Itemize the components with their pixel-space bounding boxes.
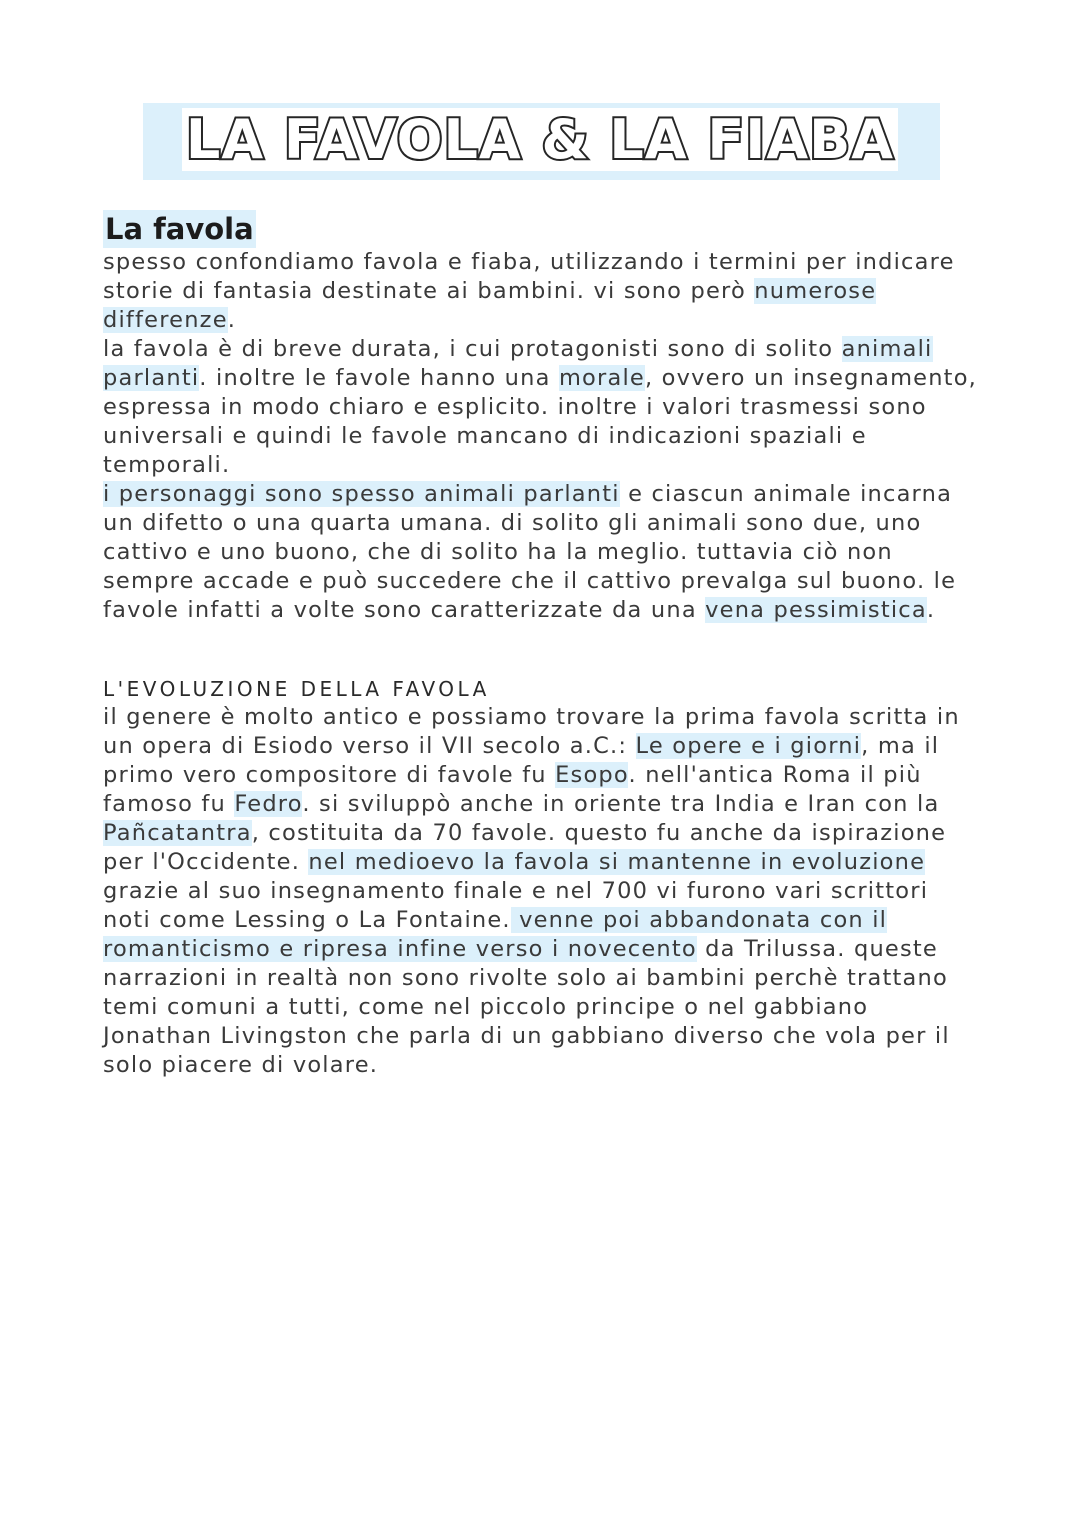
highlight-romanticismo: venne poi abbandonata con il romanticismo e ripresa infine verso i novecento [103, 907, 888, 962]
highlight-esopo: Esopo [555, 762, 629, 788]
paragraph-evolution: il genere è molto antico e possiamo trovare la prima favola scritta in un opera di Esiodo verso il VII secolo a.C.: Le opere e i giorni, ma il primo vero compositore di favole fu Esopo. nell'antica Roma il più famoso fu Fedro. si sviluppò anche in oriente tra India e Iran con la Pañcatantra, costituita da 70 favole. questo fu anche da ispirazione per l'Occidente. nel medioevo la favola si mantenne in evoluzione grazie al suo insegnamento finale e nel 700 vi furono vari scrittori noti come Lessing o La Fontaine. venne poi abbandonata con il romanticismo e ripresa infine verso i novecento da Trilussa. queste narrazioni in realtà non sono rivolte solo ai bambini perchè trattano temi comuni a tutti, come nel piccolo principe o nel gabbiano Jonathan Livingston che parla di un gabbiano diverso che vola per il solo piacere di volare. [103, 704, 960, 1078]
highlight-morale: morale [558, 365, 645, 391]
section-heading-favola: La favola [105, 212, 254, 246]
paragraph-intro: spesso confondiamo favola e fiaba, utilizzando i termini per indicare storie di fantasia destinate ai bambini. vi sono però numerose differenze. [103, 249, 955, 333]
highlight-medioevo: nel medioevo la favola si mantenne in evoluzione [308, 849, 926, 875]
highlight-fedro: Fedro [234, 791, 303, 817]
page-title-text: LA FAVOLA & LA FIABA [182, 108, 898, 171]
page-title [0, 100, 1080, 180]
highlight-vena-pessimistica: vena pessimistica [705, 597, 927, 623]
highlight-personaggi: i personaggi sono spesso animali parlanti [103, 481, 620, 507]
paragraph-characters: i personaggi sono spesso animali parlanti e ciascun animale incarna un difetto o una quarta umana. di solito gli animali sono due, uno cattivo e uno buono, che di solito ha la meglio. tuttavia ciò non sempre accade e può succedere che il cattivo prevalga sul buono. le favole infatti a volte sono caratterizzate da una vena pessimistica. [103, 481, 957, 623]
highlight-animali-parlanti: animali parlanti [103, 336, 933, 391]
document-body [103, 210, 983, 1080]
highlight-numerose-differenze: numerose differenze [103, 278, 877, 333]
highlight-opere-giorni: Le opere e i giorni [635, 733, 862, 759]
section-heading-evoluzione: L'EVOLUZIONE DELLA FAVOLA [103, 677, 490, 701]
paragraph-characteristics: la favola è di breve durata, i cui protagonisti sono di solito animali parlanti. inoltre le favole hanno una morale, ovvero un insegnamento, espressa in modo chiaro e esplicito. inoltre i valori trasmessi sono universali e quindi le favole mancano di indicazioni spaziali e temporali. [103, 336, 978, 478]
highlight-pancatantra: Pañcatantra [103, 820, 252, 846]
